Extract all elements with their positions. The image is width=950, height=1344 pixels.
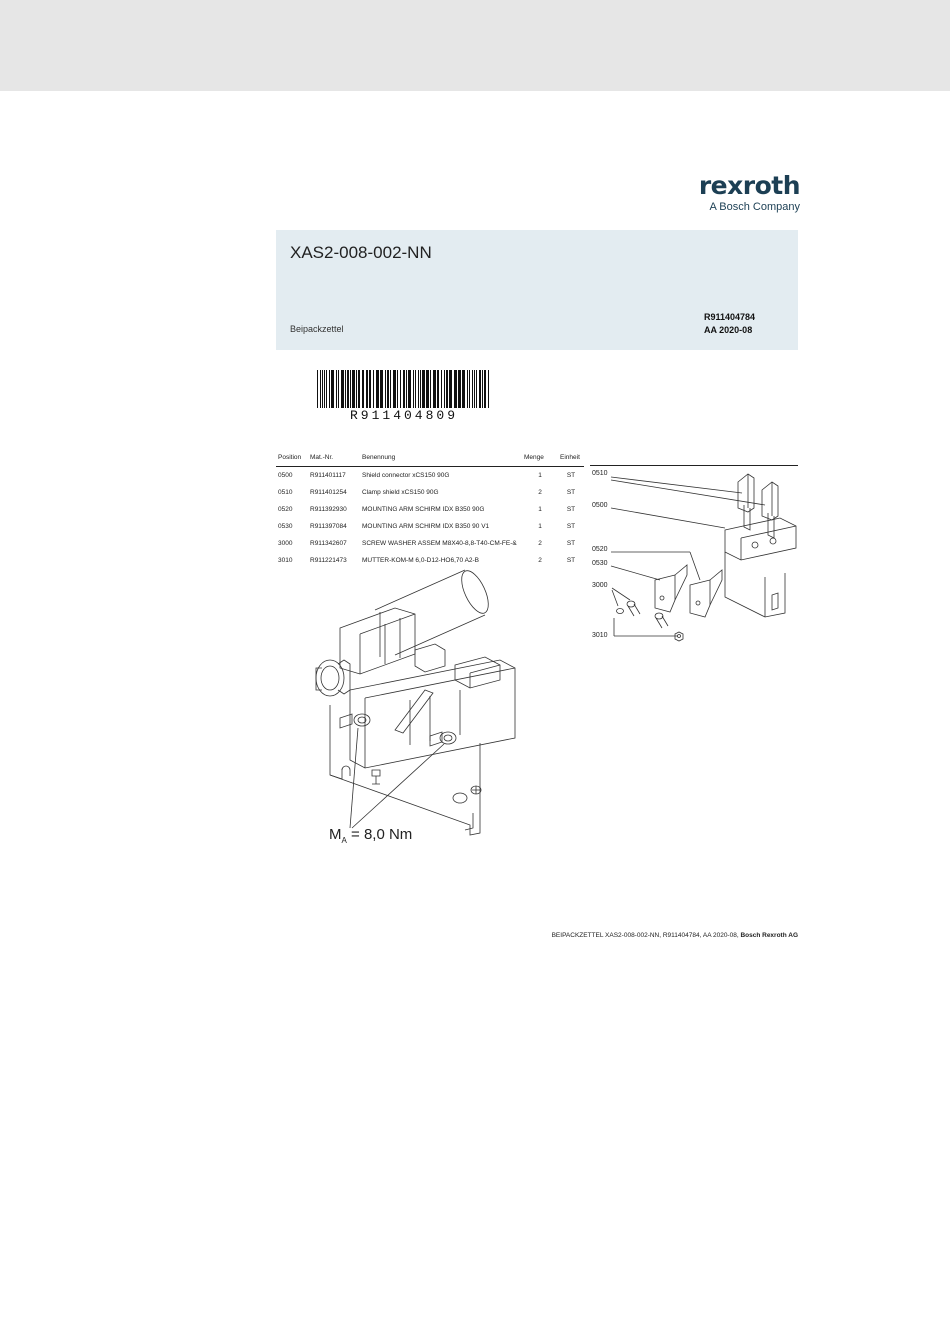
cell-quantity: 2: [538, 557, 542, 564]
callout-0530: 0530: [592, 560, 608, 567]
torque-value: = 8,0 Nm: [351, 826, 413, 843]
cell-unit: ST: [566, 506, 576, 513]
cell-position: 0520: [278, 506, 293, 513]
cell-quantity: 1: [538, 506, 542, 513]
torque-symbol: M: [329, 826, 342, 843]
col-unit: Einheit: [558, 449, 584, 467]
cell-unit: ST: [566, 557, 576, 564]
cell-material-number: R911342607: [310, 540, 347, 547]
cell-unit: ST: [566, 472, 576, 479]
cell-position: 0500: [278, 472, 293, 479]
cell-position: 0530: [278, 523, 293, 530]
cell-material-number: R911392930: [310, 506, 347, 513]
cell-material-number: R911401117: [310, 472, 346, 479]
cell-position: 3010: [278, 557, 293, 564]
footer: [430, 932, 798, 939]
footer-text: BEIPACKZETTEL XAS2-008-002-NN, R911404784, AA 2020-08,: [551, 932, 739, 939]
cell-position: 3000: [278, 540, 293, 547]
cell-material-number: R911401254: [310, 489, 347, 496]
cell-quantity: 2: [538, 540, 542, 547]
cell-designation: SCREW WASHER ASSEM M8X40-8,8-T40-CM-FE-&: [362, 540, 517, 547]
cell-material-number: R911397084: [310, 523, 347, 530]
cell-position: 0510: [278, 489, 293, 496]
barcode-number: R911404809: [349, 408, 458, 423]
col-designation: Benennung: [360, 449, 522, 467]
callout-0500: 0500: [592, 502, 608, 509]
document-number: R911404784: [704, 312, 756, 322]
cell-unit: ST: [566, 489, 576, 496]
torque-spec: [329, 826, 412, 845]
cell-unit: ST: [566, 540, 576, 547]
exploded-view: [611, 474, 796, 641]
col-material-number: Mat.-Nr.: [308, 449, 360, 467]
brand-tagline: A Bosch Company: [709, 201, 800, 213]
document-subtitle: Beipackzettel: [290, 324, 344, 334]
cell-quantity: 1: [538, 472, 542, 479]
callout-0520: 0520: [592, 546, 608, 553]
callout-3010: 3010: [592, 632, 608, 639]
document-edition: AA 2020-08: [704, 325, 753, 335]
cell-unit: ST: [566, 523, 576, 530]
cell-quantity: 1: [538, 523, 542, 530]
col-quantity: Menge: [522, 449, 558, 467]
cell-designation: Shield connector xCS150 90G: [362, 472, 450, 479]
brand-name: rexroth: [698, 171, 800, 200]
cell-designation: MOUNTING ARM SCHIRM IDX B350 90G: [362, 506, 485, 513]
torque-subscript: A: [341, 836, 347, 845]
cell-designation: Clamp shield xCS150 90G: [362, 489, 439, 496]
callout-0510: 0510: [592, 470, 608, 477]
footer-company: Bosch Rexroth AG: [740, 932, 798, 939]
cell-quantity: 2: [538, 489, 542, 496]
assembly-view: [316, 567, 515, 835]
callout-3000: 3000: [592, 582, 608, 589]
cell-designation: MUTTER-KOM-M 6,0-D12-HO6,70 A2-B: [362, 557, 480, 564]
cell-material-number: R911221473: [310, 557, 347, 564]
cell-designation: MOUNTING ARM SCHIRM IDX B350 90 V1: [362, 523, 490, 530]
col-position: Position: [276, 449, 308, 467]
document-title: XAS2-008-002-NN: [290, 243, 432, 262]
